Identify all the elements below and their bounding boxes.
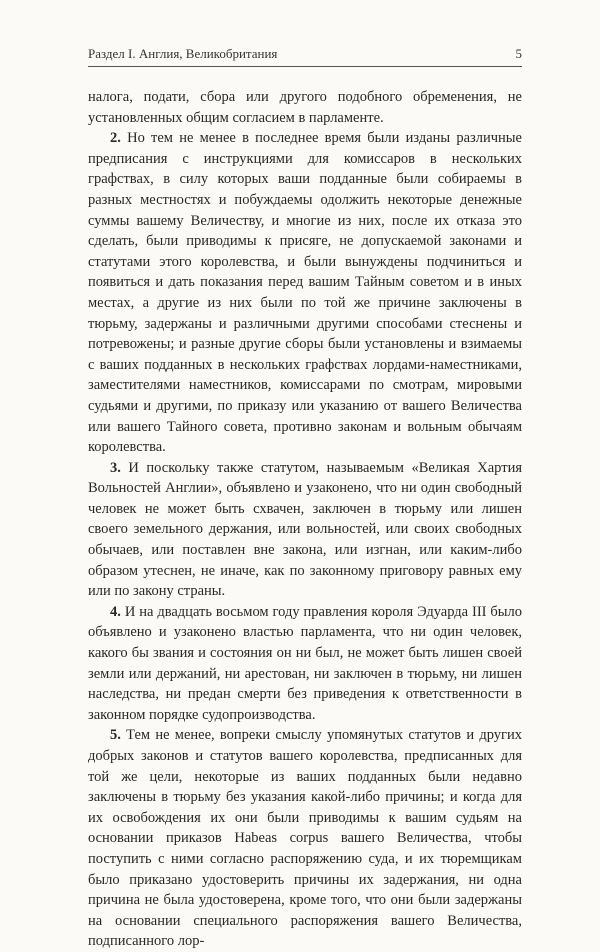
- paragraph-number: 5.: [110, 727, 121, 744]
- paragraph-2: [88, 128, 522, 458]
- paragraph-text: Тем не менее, вопреки смыслу упомянутых статутов и других добрых законов и статутов вашего королевства, предписанных для той же цели, некоторые из ваших подданных были недавно заключены в тюрьму без указания какой-либо причины; и когда для их освобождения их они были приводимы к вашим судьям на основании приказов Habeas corpus вашего Величества, чтобы поступить с ними согласно распоряжению суда, и их тюремщикам было приказано удостоверить причины их задержания, ни одна причина не была удостоверена, кроме того, что они были задержаны на основании специального распоряжения вашего Величества, подписанного лор-: [88, 727, 522, 950]
- running-header: [88, 44, 522, 67]
- paragraph-text: И на двадцать восьмом году правления короля Эдуарда III было объявлено и узаконено властью парламента, что ни один человек, какого бы звания и состояния он ни был, не может быть лишен своей земли или держаний, ни арестован, ни заключен в тюрьму, ни лишен наследства, ни предан смерти без приведения к ответственности в законном порядке судопроизводства.: [88, 603, 523, 723]
- section-title: Раздел I. Англия, Великобритания: [88, 46, 278, 61]
- paragraph-3: [88, 458, 522, 602]
- paragraph-text: налога, подати, сбора или другого подобного обременения, не установленных общим согласием в парламенте.: [88, 89, 522, 126]
- paragraph-text: И поскольку также статутом, называемым «Великая Хартия Вольностей Англии», объявлено и узаконено, что ни один свободный человек не может быть схвачен, заключен в тюрьму или лишен своего земельного держания, или вольностей, или своих свободных обычаев, или поставлен вне закона, или изгнан, или каким-либо образом утеснен, не иначе, как по законному приговору равных ему или по закону страны.: [88, 459, 523, 600]
- page-body: [88, 87, 522, 952]
- paragraph-5: [88, 725, 522, 952]
- paragraph-number: 3.: [110, 459, 121, 476]
- paragraph-continued: [88, 87, 522, 128]
- page-number: 5: [515, 46, 522, 61]
- paragraph-number: 2.: [110, 130, 121, 147]
- paragraph-text: Но тем не менее в последнее время были изданы различные предписания с инструкциями для комиссаров в нескольких графствах, в силу которых ваши подданные были собираемы в разных местностях и побуждаемы одолжить некоторые денежные суммы вашему Величеству, и многие из них, после их отказа это сделать, были приводимы к присяге, не допускаемой законами и статутами этого королевства, и были вынуждены подчиниться и появиться и дать показания перед вашим Тайным советом и в иных местах, а другие из них были по той же причине заключены в тюрьму, задержаны и различными другими способами стеснены и потревожены; и разные другие сборы были установлены и взимаемы с ваших подданных в нескольких графствах лордами-наместниками, заместителями наместников, комиссарами по смотрам, мировыми судьями и другими, по приказу или указанию от вашего Величества или вашего Тайного совета, противно законам и вольным обычаям королевства.: [88, 130, 522, 456]
- paragraph-number: 4.: [110, 603, 121, 620]
- paragraph-4: [88, 602, 522, 726]
